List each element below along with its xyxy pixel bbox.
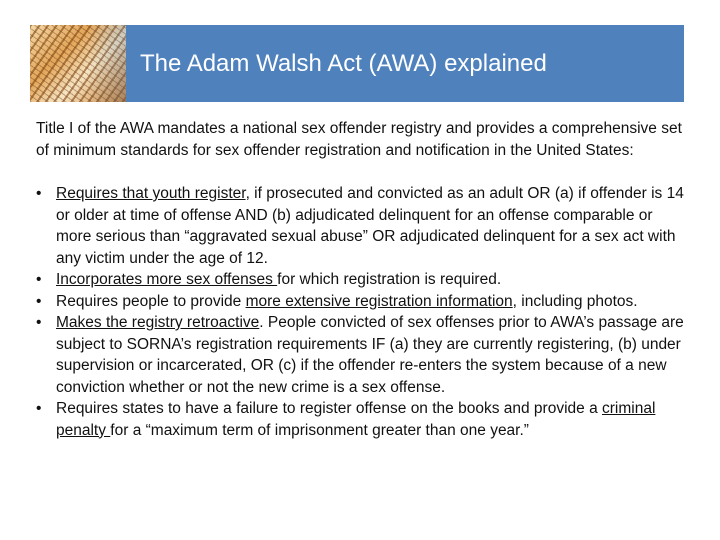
bullet-icon: • (36, 400, 42, 417)
bullet-rest: for a “maximum term of imprisonment greater than one year.” (110, 421, 529, 439)
bullet-icon: • (36, 271, 42, 288)
bullet-icon: • (36, 314, 42, 331)
newspaper-photo-icon (30, 25, 126, 102)
bullet-list (36, 183, 686, 441)
bullet-lead: Requires people to provide (56, 292, 246, 310)
list-item (36, 312, 686, 398)
intro-paragraph: Title I of the AWA mandates a national sex offender registry and provides a comprehensive set of minimum standards for sex offender registration and notification in the United States: (36, 120, 682, 159)
bullet-underlined: more extensive registration information (245, 292, 513, 310)
bullet-rest: , including photos. (512, 292, 638, 310)
list-item (36, 269, 686, 291)
bullet-icon: • (36, 185, 42, 202)
bullet-icon: • (36, 292, 42, 310)
list-item (36, 291, 686, 313)
bullet-underlined: Makes the registry retroactive (56, 314, 260, 331)
list-item (36, 183, 686, 269)
header-image (30, 25, 126, 102)
bullet-underlined: Requires that youth register (56, 185, 246, 202)
bullet-rest: . People convicted of sex offenses prior to AWA’s passage are subject to SORNA’s registration requirements IF (a) they are currently registering, (b) under supervision or incarcerated, OR (c) if the offender re-enters the system because of a new conviction whether or not the new crime is a sex offense. (56, 314, 684, 396)
bullet-underlined: criminal penalty (56, 400, 656, 439)
slide-content (36, 118, 686, 441)
title-bar (126, 25, 684, 102)
bullet-underlined: Incorporates more sex offenses (56, 271, 278, 288)
bullet-lead: Requires states to have a failure to register offense on the books and provide a (56, 400, 602, 417)
bullet-rest: , if prosecuted and convicted as an adult OR (a) if offender is 14 or older at time of offense AND (b) adjudicated delinquent for an offense comparable or more serious than “aggravated sexual abuse” OR adjudicated delinquent for a sex act with any victim under the age of 12. (56, 185, 684, 267)
bullet-rest: for which registration is required. (277, 271, 502, 288)
slide-title: The Adam Walsh Act (AWA) explained (140, 50, 547, 77)
list-item (36, 398, 686, 441)
